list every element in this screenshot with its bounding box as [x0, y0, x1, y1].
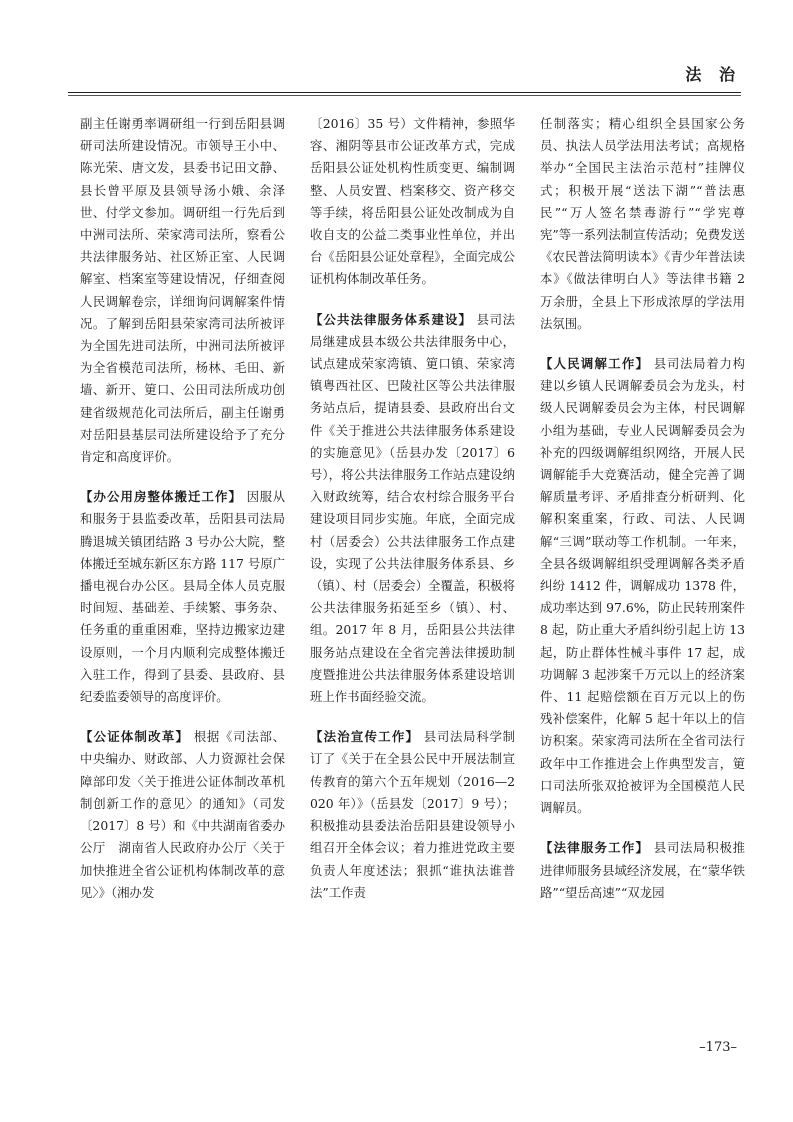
section-heading: 【法治宣传工作】: [310, 729, 420, 745]
paragraph: [80, 113, 285, 468]
text-column-1: [80, 113, 285, 922]
text-column-2: [310, 113, 515, 922]
section-heading: 【法律服务工作】: [540, 840, 650, 856]
section-title: 法 治: [685, 65, 741, 84]
paragraph-text: 县司法局积极推进律师服务县域经济发展，在“蒙华铁路”“望岳高速”“双龙园: [540, 840, 745, 900]
paragraph-text: 任制落实；精心组织全县国家公务员、执法人员学法用法考试；高规格举办“全国民主法治示范村”挂牌仪式；积极开展“送法下湖”“普法惠民”“万人签名禁毒游行”“学宪尊宪”等一系列法制宣传活动；免费发送《农民普法简明读本》《青少年普法读本》《做法律明白人》等法律书籍 2 万余册，全县上下形成浓厚的学法用法氛围。: [540, 116, 745, 331]
header-rule: [68, 92, 741, 93]
paragraph: [540, 353, 745, 819]
section-heading: 【办公用房整体搬迁工作】: [80, 489, 243, 505]
paragraph-text: 县司法局科学制订了《关于在全县公民中开展法制宣传教育的第六个五年规划（2016—2020 年）》（岳县发〔2017〕9 号）；积极推动县委法治岳阳县建设领导小组召开全体会议；着力推进党政主要负责人年度述法；狠抓“谁执法谁普法”工作责: [310, 729, 515, 900]
header-rule-thin: [68, 95, 741, 96]
paragraph: [310, 726, 515, 904]
paragraph-text: 因服从和服务于县监委改革，岳阳县司法局腾退城关镇团结路 3 号办公大院，整体搬迁至城东新区东方路 117 号原广播电视台办公区。县局全体人员克服时间短、基础差、手续繁、事务杂、任务重的重重困难，坚持边搬家边建设原则，一个月内顺利完成整体搬迁入驻工作，得到了县委、县政府、县纪委监委领导的高度评价。: [80, 489, 285, 705]
section-heading: 【公共法律服务体系建设】: [310, 311, 473, 327]
section-heading: 【公证体制改革】: [80, 729, 190, 745]
page-number: –173–: [699, 1040, 737, 1055]
paragraph: [310, 309, 515, 709]
paragraph: [310, 113, 515, 291]
paragraph-text: 〔2016〕35 号）文件精神，参照华容、湘阴等县市公证改革方式，完成岳阳县公证处机构性质变更、编制调整、人员安置、档案移交、资产移交等手续，将岳阳县公证处改制成为自收自支的公益二类事业性单位，并出台《岳阳县公证处章程》，全面完成公证机构体制改革任务。: [310, 116, 515, 287]
paragraph: [540, 113, 745, 335]
paragraph-text: 县司法局着力构建以乡镇人民调解委员会为龙头，村级人民调解委员会为主体，村民调解小组为基础，专业人民调解委员会为补充的四级调解组织网络，开展人民调解能手大竞赛活动，健全完善了调解质量考评、矛盾排查分析研判、化解积案重案，行政、司法、人民调解“三调”联动等工作机制。一年来，全县各级调解组织受理调解各类矛盾纠纷 1412 件，调解成功 1378 件，成功率达到 97.6%，防止民转刑案件 8 起，防止重大矛盾纠纷引起上访 13 起，防止群体性械斗事件 17 起，成功调解 3 起涉案千万元以上的经济案件、11 起赔偿额在百万元以上的伤残补偿案件，化解 5 起十年以上的信访积案。荣家湾司法所在全省司法行政年中工作推进会上作典型发言，筻口司法所张双抢被评为全国模范人民调解员。: [540, 356, 745, 816]
paragraph-text: 副主任谢勇率调研组一行到岳阳县调研司法所建设情况。市领导王小中、陈光荣、唐文发，县委书记田文静、县长曾平原及县领导汤小娥、余泽世、付学文参加。调研组一行先后到中洲司法所、荣家湾司法所，察看公共法律服务站、社区矫正室、人民调解室、档案室等建设情况，仔细查阅人民调解卷宗，详细询问调解案件情况。了解到岳阳县荣家湾司法所被评为全国先进司法所，中洲司法所被评为全省模范司法所，杨林、毛田、新墙、新开、筻口、公田司法所成功创建省级规范化司法所后，副主任谢勇对岳阳县基层司法所建设给予了充分肯定和高度评价。: [80, 116, 285, 465]
text-column-3: [540, 113, 745, 922]
paragraph-text: 县司法局继建成县本级公共法律服务中心，试点建成荣家湾镇、筻口镇、荣家湾镇粤西社区、巴陵社区等公共法律服务站点后，提请县委、县政府出台文件《关于推进公共法律服务体系建设的实施意见》（岳县办发〔2017〕6 号），将公共法律服务工作站点建设纳入财政统筹，结合农村综合服务平台建设项目同步实施。年底，全面完成村（居委会）公共法律服务工作点建设，实现了公共法律服务体系县、乡（镇）、村（居委会）全覆盖，积极将公共法律服务拓延至乡（镇）、村、组。2017 年 8 月，岳阳县公共法律服务站点建设在全省完善法律援助制度暨推进公共法律服务体系建设培训班上作书面经验交流。: [310, 311, 515, 705]
paragraph-text: 根据《司法部、中央编办、财政部、人力资源社会保障部印发〈关于推进公证体制改革机制创新工作的意见〉的通知》（司发〔2017〕8 号）和《中共湖南省委办公厅 湖南省人民政府办公厅〈关于加快推进全省公证机构体制改革的意见〉》（湘办发: [80, 729, 285, 900]
paragraph: [80, 726, 285, 904]
section-heading: 【人民调解工作】: [540, 356, 650, 372]
paragraph: [540, 837, 745, 904]
paragraph: [80, 486, 285, 708]
